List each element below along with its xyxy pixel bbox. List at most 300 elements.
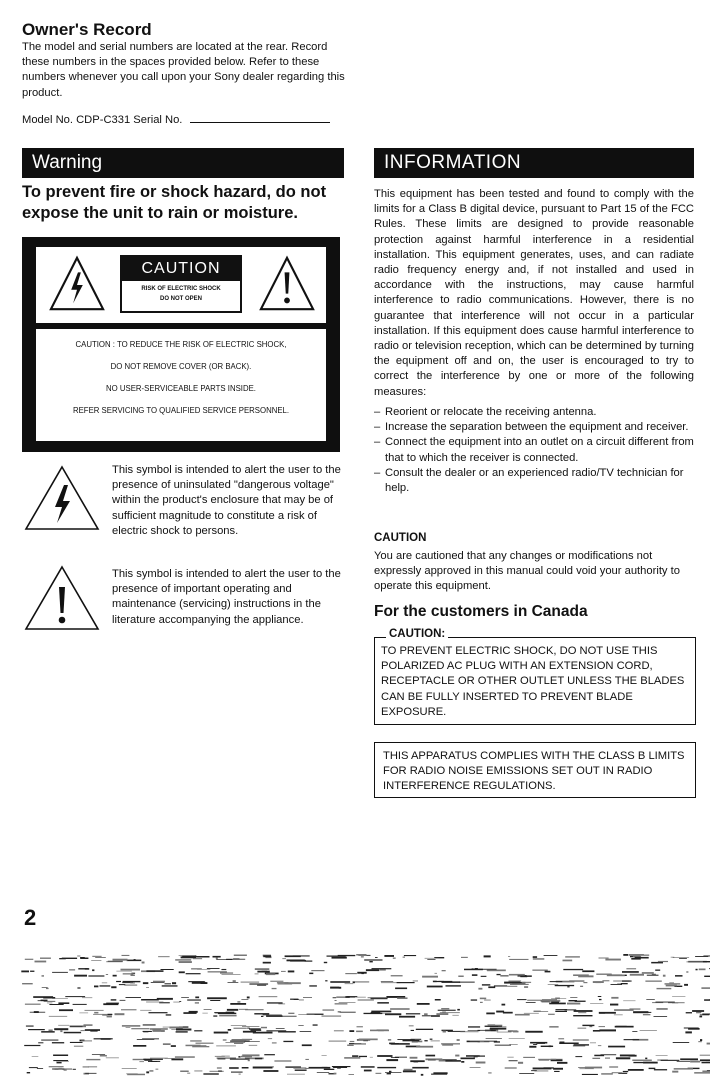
noise-streak [208, 972, 227, 973]
noise-streak [340, 1012, 356, 1013]
noise-streak [680, 1058, 698, 1060]
noise-streak [113, 959, 128, 961]
noise-streak [123, 973, 134, 974]
noise-streak [461, 1061, 464, 1063]
noise-streak [368, 997, 387, 998]
noise-streak [685, 1031, 692, 1033]
noise-streak [385, 1072, 401, 1073]
noise-streak [298, 1025, 303, 1026]
noise-streak [241, 999, 248, 1000]
noise-streak [569, 980, 584, 982]
noise-streak [290, 999, 298, 1000]
noise-streak [490, 1028, 507, 1030]
noise-streak [530, 1042, 547, 1044]
noise-streak [674, 1068, 693, 1070]
noise-streak [544, 955, 558, 956]
noise-streak [608, 1046, 625, 1048]
noise-streak [364, 959, 382, 960]
noise-streak [470, 1041, 485, 1042]
noise-streak [266, 973, 275, 975]
noise-streak [329, 1041, 347, 1042]
noise-streak [115, 1013, 125, 1015]
noise-streak [108, 1014, 113, 1015]
noise-streak [484, 1000, 491, 1001]
noise-streak [230, 1059, 250, 1060]
noise-streak [111, 986, 116, 988]
noise-streak [161, 969, 174, 970]
noise-streak [687, 961, 703, 962]
noise-streak [234, 1028, 247, 1029]
noise-streak [158, 957, 170, 958]
noise-streak [309, 985, 317, 986]
noise-streak [281, 971, 286, 972]
noise-streak [443, 1031, 446, 1033]
noise-streak [624, 1039, 640, 1040]
noise-streak [635, 957, 649, 959]
noise-streak [622, 971, 639, 973]
noise-streak [41, 1039, 58, 1041]
noise-streak [410, 1060, 424, 1062]
measure-item: – Increase the separation between the equipment and receiver. [374, 420, 694, 435]
noise-streak [219, 1015, 236, 1017]
noise-streak [491, 1030, 496, 1031]
noise-streak [573, 1040, 589, 1041]
exclamation-symbol-explanation: This symbol is intended to alert the user to the presence of important operating and maintenance (servicing) instructions in the literature accompanying the appliance. [112, 568, 341, 626]
noise-streak [455, 1055, 459, 1057]
noise-streak [387, 1073, 391, 1074]
noise-streak [672, 1071, 678, 1073]
caution-heading: CAUTION [374, 532, 427, 544]
noise-streak [126, 997, 142, 998]
noise-streak [142, 962, 145, 964]
noise-streak [180, 1071, 189, 1073]
class-b-compliance-text: THIS APPARATUS COMPLIES WITH THE CLASS B LIMITS FOR RADIO NOISE EMISSIONS SET OUT IN RADIO INTERFERENCE REGULATIONS. [383, 750, 685, 793]
noise-streak [623, 1001, 635, 1002]
noise-streak [193, 956, 209, 958]
noise-streak [152, 1030, 161, 1031]
noise-streak [533, 1068, 552, 1070]
noise-streak [226, 959, 245, 960]
noise-streak [526, 1002, 536, 1003]
noise-streak [534, 1011, 541, 1012]
noise-streak [510, 984, 529, 985]
noise-streak [108, 961, 123, 962]
noise-streak [629, 1055, 637, 1057]
noise-streak [325, 980, 327, 981]
noise-streak [575, 1001, 586, 1002]
noise-streak [187, 1073, 190, 1074]
noise-streak [542, 999, 557, 1001]
noise-streak [86, 1059, 100, 1060]
noise-streak [146, 987, 149, 988]
noise-streak [131, 1028, 149, 1029]
noise-streak [149, 1071, 153, 1072]
noise-streak [313, 1024, 318, 1025]
noise-streak [441, 1008, 449, 1009]
noise-streak [488, 986, 495, 988]
noise-streak [179, 955, 196, 956]
noise-streak [293, 1067, 306, 1068]
noise-streak [431, 1015, 440, 1017]
noise-streak [121, 1010, 137, 1011]
noise-streak [230, 1041, 250, 1042]
noise-streak [349, 1074, 355, 1075]
noise-streak [90, 1030, 97, 1031]
noise-streak [675, 975, 683, 977]
noise-streak [88, 975, 104, 976]
noise-streak [254, 1013, 269, 1014]
noise-streak [700, 1055, 710, 1056]
noise-streak [287, 1074, 305, 1075]
noise-streak [58, 1025, 69, 1026]
noise-streak [557, 1062, 567, 1064]
noise-streak [83, 1067, 89, 1068]
noise-streak [555, 1011, 567, 1012]
noise-streak [607, 975, 625, 977]
noise-streak [300, 1031, 312, 1032]
noise-streak [563, 960, 573, 962]
noise-streak [359, 1039, 378, 1041]
noise-streak [599, 999, 602, 1000]
noise-streak [282, 958, 286, 959]
noise-streak [486, 1013, 495, 1015]
noise-streak [661, 1060, 680, 1061]
noise-streak [464, 969, 483, 971]
noise-streak [494, 1041, 500, 1042]
noise-streak [130, 983, 135, 984]
noise-streak [372, 968, 392, 969]
noise-streak [194, 1071, 202, 1072]
noise-streak [529, 1046, 536, 1048]
noise-streak [77, 956, 80, 957]
noise-streak [665, 983, 681, 984]
noise-streak [538, 1059, 556, 1060]
noise-streak [549, 1026, 558, 1028]
noise-streak [249, 1028, 261, 1029]
noise-streak [560, 1042, 565, 1043]
noise-streak [21, 971, 29, 973]
noise-streak [599, 958, 609, 959]
caution-plate [120, 255, 242, 313]
noise-streak [26, 1025, 34, 1027]
noise-streak [377, 1055, 392, 1057]
noise-streak [518, 1062, 523, 1064]
noise-streak [646, 999, 655, 1000]
noise-streak [79, 1013, 88, 1014]
noise-streak [140, 1010, 151, 1011]
noise-streak [574, 1044, 589, 1045]
noise-streak [172, 982, 176, 984]
noise-streak [237, 1002, 240, 1003]
noise-streak [42, 976, 45, 977]
noise-streak [143, 1024, 156, 1025]
noise-streak [406, 1013, 420, 1014]
noise-streak [551, 1002, 559, 1004]
noise-streak [633, 956, 641, 957]
noise-streak [188, 981, 205, 982]
noise-streak [609, 1067, 618, 1068]
noise-streak [263, 1015, 282, 1016]
noise-streak [146, 970, 163, 972]
caution-label-top [36, 247, 326, 323]
noise-streak [215, 1056, 225, 1057]
noise-streak [397, 997, 407, 999]
noise-streak [311, 970, 324, 971]
noise-streak [508, 956, 510, 957]
noise-streak [647, 975, 659, 976]
noise-streak [417, 1003, 430, 1005]
noise-streak [25, 959, 34, 960]
noise-streak [640, 1030, 657, 1031]
noise-streak [356, 954, 366, 956]
noise-streak [278, 1004, 285, 1005]
noise-streak [196, 1043, 214, 1044]
noise-streak [497, 974, 501, 975]
noise-streak [106, 1058, 119, 1059]
noise-streak [49, 1066, 64, 1067]
noise-streak [352, 1055, 358, 1057]
noise-streak [409, 1026, 414, 1027]
noise-streak [422, 1015, 431, 1016]
noise-streak [242, 1067, 249, 1069]
noise-streak [249, 1045, 258, 1046]
noise-streak [70, 1042, 83, 1043]
noise-streak [688, 1028, 700, 1030]
noise-streak [272, 1043, 277, 1044]
noise-streak [151, 982, 165, 983]
noise-streak [106, 974, 108, 975]
noise-streak [656, 1008, 667, 1010]
noise-streak [222, 974, 241, 975]
canada-caution-box [374, 637, 696, 725]
noise-streak [669, 982, 674, 983]
noise-streak [137, 1039, 155, 1040]
noise-streak [127, 1074, 145, 1076]
noise-streak [452, 1015, 458, 1016]
noise-streak [143, 982, 148, 984]
noise-streak [88, 1067, 97, 1068]
caution-line-1: CAUTION : TO REDUCE THE RISK OF ELECTRIC SHOCK, [75, 340, 287, 349]
measure-item: – Reorient or relocate the receiving antenna. [374, 405, 694, 420]
noise-streak [303, 997, 312, 998]
noise-streak [590, 1043, 596, 1044]
noise-streak [216, 1046, 236, 1047]
noise-streak [614, 1015, 623, 1016]
noise-streak [65, 996, 85, 997]
noise-streak [345, 983, 354, 984]
noise-streak [651, 962, 663, 964]
noise-streak [461, 1058, 475, 1060]
noise-streak [94, 1012, 98, 1014]
noise-streak [215, 1012, 229, 1013]
noise-streak [507, 1057, 513, 1058]
noise-streak [176, 1029, 191, 1031]
caution-line-4: REFER SERVICING TO QUALIFIED SERVICE PERSONNEL. [72, 406, 290, 415]
noise-streak [699, 969, 706, 971]
noise-streak [288, 1013, 294, 1014]
noise-streak [113, 975, 117, 977]
noise-streak [259, 997, 278, 998]
noise-streak [335, 1004, 348, 1005]
noise-streak [84, 1024, 93, 1026]
noise-streak [102, 983, 107, 984]
page-number: 2 [24, 905, 37, 930]
noise-streak [583, 982, 587, 983]
noise-streak [649, 1068, 656, 1069]
noise-streak [646, 1062, 655, 1064]
noise-streak [37, 1068, 43, 1069]
noise-streak [386, 1059, 398, 1061]
noise-streak [166, 1014, 172, 1015]
noise-streak [41, 1031, 55, 1033]
noise-streak [533, 958, 545, 960]
noise-streak [230, 1003, 246, 1005]
noise-streak [38, 1000, 47, 1001]
noise-streak [282, 1016, 297, 1017]
noise-streak [358, 999, 374, 1000]
caution-modifications-text: You are cautioned that any changes or modifications not expressly approved in this manual could void your authority to operate this equipment. [374, 550, 680, 593]
noise-streak [578, 975, 593, 977]
noise-streak [599, 1012, 605, 1013]
noise-streak [214, 1032, 229, 1034]
noise-streak [621, 983, 628, 984]
fcc-compliance-paragraph: This equipment has been tested and found to comply with the limits for a Class B digital device, pursuant to Part 15 of the FCC Rules. These limits are designed to provide reasonable protection against harmful interference in a residential installation. This equipment generates, uses, and can radiate radio frequency energy and, if not installed and used in accordance with the instructions, may cause harmful interference to radio communications. However, there is no guarantee that interference will not occur in a particular installation. If this equipment does cause harmful interference to radio or television reception, which can be determined by turning the equipment off and on, the user is encouraged to try to correct the interference by one or more of the following measures: [374, 188, 694, 398]
noise-streak [345, 973, 357, 974]
noise-streak [22, 983, 33, 984]
noise-streak [558, 1039, 564, 1040]
noise-streak [478, 1030, 493, 1031]
noise-streak [25, 1004, 41, 1005]
noise-streak [442, 981, 461, 983]
noise-streak [257, 985, 266, 986]
noise-streak [353, 982, 370, 983]
noise-streak [677, 1061, 690, 1062]
noise-streak [259, 1067, 274, 1068]
noise-streak [111, 999, 117, 1000]
noise-streak [704, 999, 710, 1001]
noise-streak [446, 985, 462, 986]
noise-streak [480, 1041, 483, 1042]
noise-streak [40, 958, 51, 959]
noise-streak [502, 1004, 506, 1006]
noise-streak [309, 973, 313, 975]
noise-streak [34, 1011, 39, 1013]
noise-streak [350, 1041, 355, 1042]
noise-streak [248, 1060, 250, 1061]
noise-streak [509, 974, 525, 976]
noise-streak [370, 1057, 373, 1058]
noise-streak [223, 1040, 227, 1041]
lightning-symbol-explanation: This symbol is intended to alert the user to the presence of uninsulated "dangerous voltage" within the product's enclosure that may be of sufficient magnitude to constitute a risk of electric shock to persons. [112, 464, 341, 537]
noise-streak [92, 1054, 105, 1055]
caution-label-graphic [22, 237, 340, 452]
noise-streak [589, 1026, 592, 1027]
noise-streak [162, 985, 178, 986]
noise-streak [416, 1046, 433, 1048]
noise-streak [218, 1059, 226, 1060]
noise-streak [553, 1068, 563, 1070]
noise-streak [460, 1031, 478, 1032]
noise-streak [704, 961, 711, 962]
noise-streak [459, 981, 474, 983]
noise-streak [69, 969, 75, 970]
noise-streak [52, 998, 68, 999]
noise-streak [474, 1057, 478, 1058]
noise-streak [213, 956, 221, 958]
noise-streak [598, 996, 602, 997]
noise-streak [393, 958, 396, 959]
noise-streak [100, 1055, 107, 1056]
noise-streak [395, 988, 407, 990]
noise-streak [700, 1014, 710, 1015]
noise-streak [196, 1045, 207, 1046]
noise-streak [654, 1069, 667, 1070]
noise-streak [427, 986, 443, 988]
noise-streak [497, 1032, 512, 1033]
noise-streak [630, 974, 644, 976]
noise-streak [486, 1026, 502, 1027]
noise-streak [695, 956, 708, 957]
noise-streak [579, 1068, 593, 1069]
noise-streak [359, 1056, 367, 1057]
noise-streak [228, 1029, 231, 1031]
noise-streak [70, 1026, 83, 1027]
noise-streak [218, 1071, 222, 1072]
noise-streak [548, 984, 559, 985]
noise-streak [410, 1057, 418, 1059]
noise-streak [385, 1013, 401, 1015]
noise-streak [207, 968, 220, 969]
noise-streak [169, 1027, 182, 1029]
noise-streak [298, 1014, 314, 1015]
noise-streak [523, 1057, 535, 1058]
noise-streak [626, 969, 636, 970]
noise-streak [278, 983, 293, 984]
noise-streak [384, 955, 394, 957]
noise-streak [163, 1043, 171, 1045]
warning-heading: To prevent fire or shock hazard, do not expose the unit to rain or moisture. [22, 183, 327, 222]
noise-streak [78, 968, 88, 969]
noise-streak [77, 987, 80, 989]
noise-streak [262, 971, 268, 972]
noise-streak [253, 1032, 273, 1034]
noise-streak [532, 970, 547, 971]
noise-streak [49, 1016, 67, 1017]
noise-streak [391, 1043, 410, 1045]
noise-streak [457, 1039, 460, 1041]
noise-streak [194, 1030, 202, 1031]
noise-streak [442, 1044, 453, 1045]
noise-streak [268, 1038, 272, 1039]
noise-streak [412, 1067, 428, 1069]
owners-record-text: The model and serial numbers are located at the rear. Record these numbers in the spaces provided below. Refer to these numbers whenever you call upon your Sony dealer regarding this product. [22, 41, 345, 99]
noise-streak [52, 1069, 64, 1070]
noise-streak [565, 956, 580, 957]
noise-streak [227, 1009, 238, 1011]
noise-streak [270, 981, 283, 982]
noise-streak [605, 959, 621, 961]
noise-streak [593, 1030, 600, 1032]
noise-streak [441, 1044, 460, 1045]
noise-streak [364, 1070, 372, 1072]
noise-streak [475, 968, 478, 969]
noise-streak [582, 970, 594, 972]
noise-streak [322, 1055, 327, 1056]
noise-streak [173, 1002, 180, 1003]
noise-streak [397, 982, 415, 983]
noise-streak [193, 958, 202, 959]
noise-streak [126, 1027, 131, 1028]
